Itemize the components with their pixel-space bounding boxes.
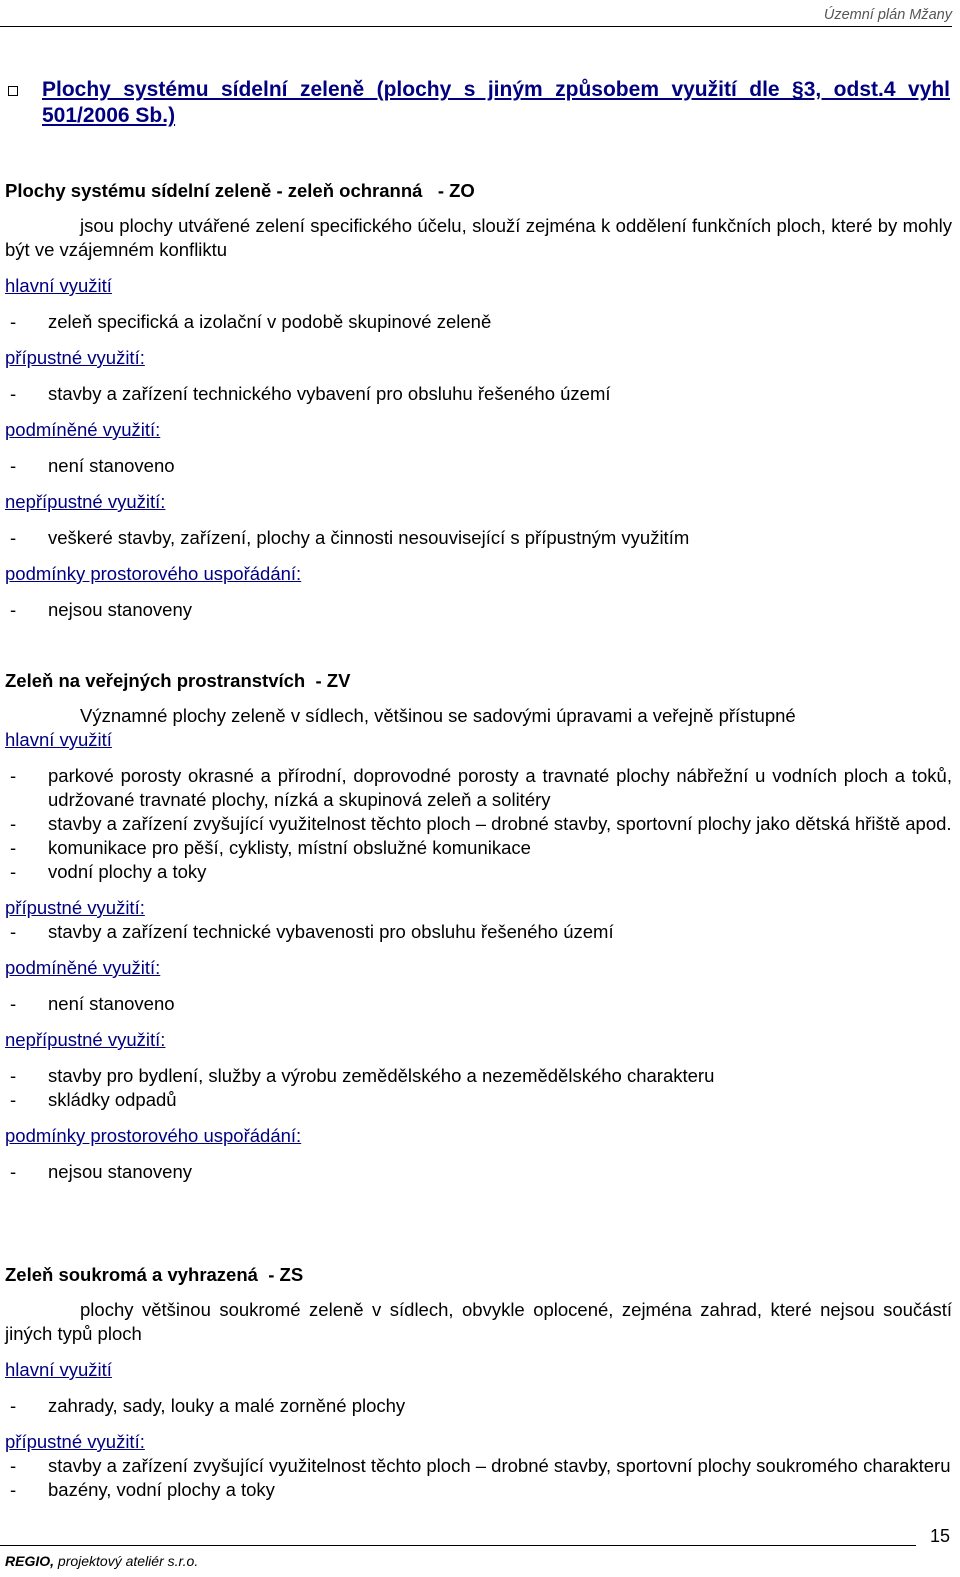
section-description: jsou plochy utvářené zelení specifického účelu, slouží zejména k oddělení funkčních ploch, které by mohly být ve vzájemném konfliktu	[5, 215, 952, 260]
label-permitted-use: přípustné využití:	[5, 1431, 145, 1452]
list-item: - stavby a zařízení technického vybavení pro obsluhu řešeného území	[10, 383, 611, 404]
label-spatial-conditions: podmínky prostorového uspořádání:	[5, 1125, 302, 1146]
list-item: - veškeré stavby, zařízení, plochy a činnosti nesouvisející s přípustným využitím	[10, 527, 690, 548]
section-description: Významné plochy zeleně v sídlech, většinou se sadovými úpravami a veřejně přístupné	[80, 705, 796, 726]
section-title: Zeleň soukromá a vyhrazená - ZS	[5, 1264, 304, 1285]
checkbox-bullet-icon	[8, 86, 18, 96]
page-number: 15	[929, 1526, 950, 1546]
header-divider	[0, 26, 952, 27]
section-zv	[5, 669, 952, 1184]
label-main-use: hlavní využití	[5, 729, 112, 750]
section-title: Plochy systému sídelní zeleně - zeleň ochranná - ZO	[5, 180, 475, 201]
section-zs	[5, 1263, 952, 1502]
list-item: - není stanoveno	[10, 993, 175, 1014]
label-permitted-use: přípustné využití:	[5, 897, 145, 918]
document-header: Územní plán Mžany	[823, 7, 952, 23]
label-conditional-use: podmíněné využití:	[5, 419, 161, 440]
label-main-use: hlavní využití	[5, 275, 112, 296]
label-prohibited-use: nepřípustné využití:	[5, 1029, 166, 1050]
footer-divider	[0, 1545, 916, 1546]
list-item: - komunikace pro pěší, cyklisty, místní obslužné komunikace	[10, 837, 531, 858]
list-item: - zeleň specifická a izolační v podobě skupinové zeleně	[10, 311, 492, 332]
footer-company-desc: projektový ateliér s.r.o.	[54, 1553, 199, 1569]
list-item: - vodní plochy a toky	[10, 861, 207, 882]
list-item: - zahrady, sady, louky a malé zorněné plochy	[10, 1395, 406, 1416]
list-item: - nejsou stanoveny	[10, 1161, 192, 1182]
list-item: - stavby pro bydlení, služby a výrobu zemědělského a nezemědělského charakteru	[10, 1065, 715, 1086]
label-prohibited-use: nepřípustné využití:	[5, 491, 166, 512]
footer-company	[5, 1549, 198, 1573]
list-item: - skládky odpadů	[10, 1089, 177, 1110]
label-spatial-conditions: podmínky prostorového uspořádání:	[5, 563, 302, 584]
list-item: - stavby a zařízení technické vybavenosti pro obsluhu řešeného území	[10, 921, 614, 942]
section-title: Zeleň na veřejných prostranstvích - ZV	[5, 670, 351, 691]
label-main-use: hlavní využití	[5, 1359, 112, 1380]
footer-company-name: REGIO,	[5, 1553, 55, 1569]
list-item: - stavby a zařízení zvyšující využitelnost těchto ploch – drobné stavby, sportovní plochy soukromého charakteru	[10, 1455, 951, 1476]
list-item: - bazény, vodní plochy a toky	[10, 1479, 275, 1500]
label-conditional-use: podmíněné využití:	[5, 957, 161, 978]
list-item: - není stanoveno	[10, 455, 175, 476]
section-zo	[5, 179, 952, 622]
list-item: - stavby a zařízení zvyšující využitelnost těchto ploch – drobné stavby, sportovní plochy jako dětská hřiště apod.	[10, 813, 952, 834]
list-item: - nejsou stanoveny	[10, 599, 192, 620]
label-permitted-use: přípustné využití:	[5, 347, 145, 368]
chapter-title: Plochy systému sídelní zeleně (plochy s jiným způsobem využití dle §3, odst.4 vyhl 501/2006 Sb.)	[42, 78, 950, 127]
section-description: plochy většinou soukromé zeleně v sídlech, obvykle oplocené, zejména zahrad, které nejsou součástí jiných typů ploch	[5, 1299, 952, 1344]
list-item: - parkové porosty okrasné a přírodní, doprovodné porosty a travnaté plochy nábřežní u vodních ploch a toků, udržované travnaté plochy, nízká a skupinová zeleň a solitéry	[10, 765, 952, 810]
